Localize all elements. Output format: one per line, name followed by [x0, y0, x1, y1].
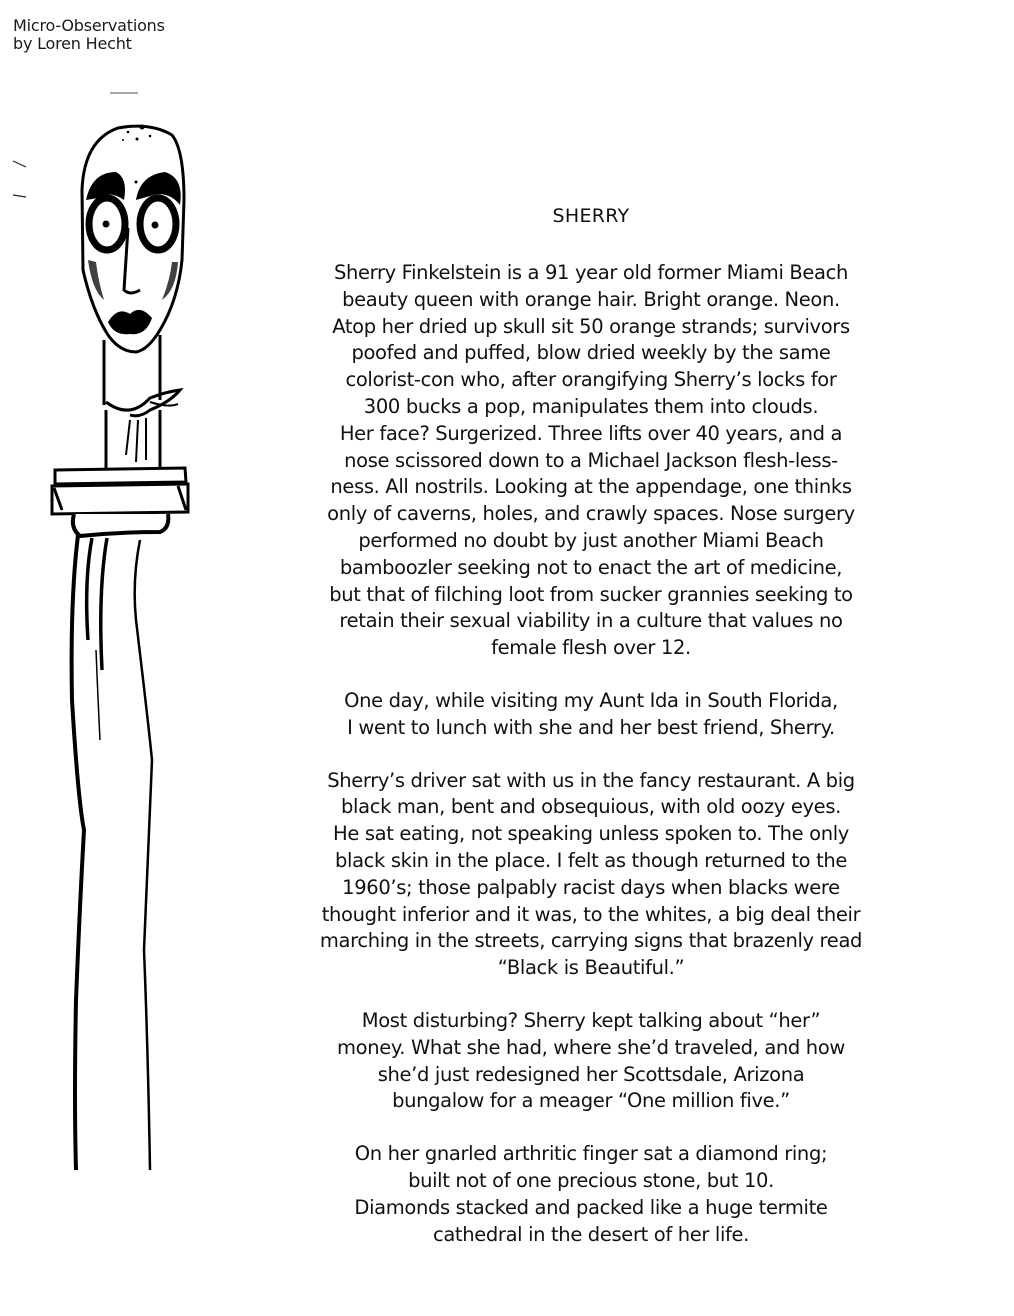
text-line: “Black is Beautiful.” [497, 956, 685, 980]
text-line: only of caverns, holes, and crawly spaces. Nose surgery [327, 502, 855, 526]
text-line: black man, bent and obsequious, with old oozy eyes. [341, 795, 841, 819]
text-line: built not of one precious stone, but 10. [408, 1168, 774, 1192]
text-line: I went to lunch with she and her best friend, Sherry. [347, 715, 835, 739]
text-line: Sherry’s driver sat with us in the fancy restaurant. A big [327, 768, 855, 792]
text-line: 1960’s; those palpably racist days when blacks were [342, 875, 840, 899]
text-line: 300 bucks a pop, manipulates them into clouds. [363, 394, 819, 418]
paragraph-3 [270, 768, 912, 982]
text-line: One day, while visiting my Aunt Ida in South Florida, [344, 688, 838, 712]
text-line: bamboozler seeking not to enact the art of medicine, [339, 555, 843, 579]
paragraph-5 [270, 1141, 912, 1248]
article-title: SHERRY [552, 205, 630, 227]
text-line: On her gnarled arthritic finger sat a diamond ring; [354, 1142, 828, 1166]
text-line: Her face? Surgerized. Three lifts over 40 years, and a [339, 421, 843, 445]
article [270, 204, 912, 1274]
text-line: but that of filching loot from sucker grannies seeking to [329, 582, 853, 606]
text-line: Sherry Finkelstein is a 91 year old former Miami Beach [333, 261, 849, 284]
paragraph-4 [270, 1008, 912, 1115]
text-line: retain their sexual viability in a culture that values no [339, 609, 843, 633]
text-line: performed no doubt by just another Miami Beach [358, 528, 824, 552]
text-line: she’d just redesigned her Scottsdale, Arizona [377, 1062, 805, 1086]
text-line: female flesh over 12. [491, 636, 691, 660]
text-line: colorist-con who, after orangifying Sherry’s locks for [345, 368, 837, 392]
text-line: thought inferior and it was, to the whites, a big deal their [321, 902, 861, 926]
text-line: He sat eating, not speaking unless spoken to. The only [333, 822, 849, 846]
text-line: Diamonds stacked and packed like a huge termite [354, 1195, 828, 1219]
text-line: ness. All nostrils. Looking at the appendage, one thinks [330, 475, 852, 499]
text-line: black skin in the place. I felt as though returned to the [334, 848, 848, 872]
text-line: cathedral in the desert of her life. [432, 1222, 750, 1246]
page-header [13, 17, 165, 53]
text-line: bungalow for a meager “One million five.” [392, 1089, 790, 1113]
woman-bust-illustration-icon [0, 80, 220, 1180]
series-title: Micro-Observations [13, 16, 165, 35]
text-line: money. What she had, where she’d traveled, and how [336, 1035, 845, 1059]
text-line: beauty queen with orange hair. Bright orange. Neon. [342, 287, 840, 311]
paragraph-2 [270, 688, 912, 742]
text-line: marching in the streets, carrying signs that brazenly read [319, 929, 863, 953]
text-line: nose scissored down to a Michael Jackson flesh-less- [344, 448, 838, 472]
byline: by Loren Hecht [13, 34, 132, 53]
text-line: Most disturbing? Sherry kept talking about “her” [361, 1008, 821, 1032]
text-line: poofed and puffed, blow dried weekly by the same [351, 341, 831, 365]
text-line: Atop her dried up skull sit 50 orange strands; survivors [332, 314, 850, 338]
paragraph-1 [270, 260, 912, 662]
